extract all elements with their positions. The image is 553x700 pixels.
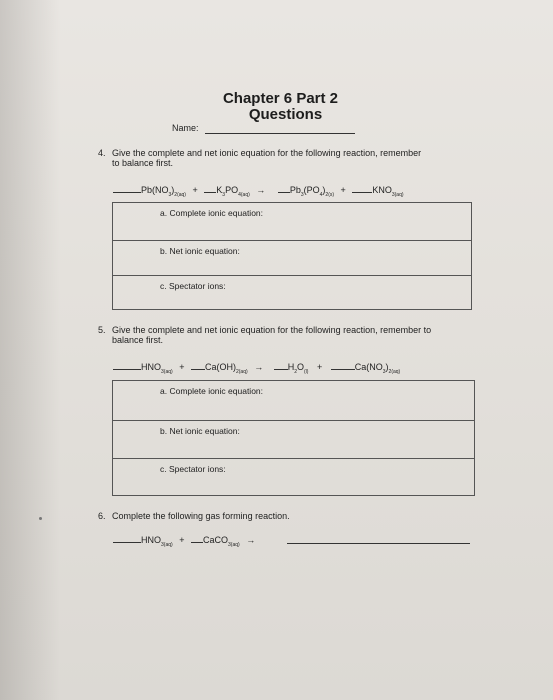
answer-row-complete[interactable] bbox=[113, 381, 474, 421]
page-title: Chapter 6 Part 2 bbox=[222, 90, 339, 107]
answer-table-4 bbox=[112, 202, 472, 310]
plus-sign: + bbox=[179, 362, 185, 372]
answer-row-net[interactable] bbox=[113, 421, 474, 459]
row-label: b. Net ionic equation: bbox=[160, 426, 240, 436]
reactant: CaCO$_{3(aq)}$ bbox=[202, 535, 240, 548]
coefficient-blank[interactable] bbox=[331, 361, 355, 370]
question-6 bbox=[98, 511, 290, 521]
answer-row-spectator[interactable] bbox=[113, 276, 471, 309]
question-5 bbox=[98, 325, 431, 345]
coefficient-blank[interactable] bbox=[191, 361, 205, 370]
products-answer-line[interactable] bbox=[287, 543, 470, 544]
question-text: to balance first. bbox=[112, 158, 174, 168]
product: $KNO_{3(aq)}$ bbox=[372, 185, 404, 198]
question-number: 4. bbox=[98, 148, 106, 158]
row-label: a. Complete ionic equation: bbox=[160, 386, 264, 396]
answer-row-complete[interactable] bbox=[113, 203, 471, 241]
coefficient-blank[interactable] bbox=[352, 184, 372, 193]
reactant: $K_3PO_{4(aq)}$ bbox=[216, 185, 250, 198]
name-field[interactable] bbox=[205, 133, 355, 134]
coefficient-blank[interactable] bbox=[113, 184, 141, 193]
question-text: Complete the following gas forming reaction. bbox=[112, 511, 290, 521]
question-number: 5. bbox=[98, 325, 106, 335]
arrow-icon: → bbox=[246, 535, 256, 545]
question-number: 6. bbox=[98, 511, 106, 521]
coefficient-blank[interactable] bbox=[274, 361, 288, 370]
question-text: balance first. bbox=[112, 335, 164, 345]
coefficient-blank[interactable] bbox=[191, 534, 203, 543]
plus-sign: + bbox=[340, 185, 346, 195]
equation-4 bbox=[113, 184, 404, 198]
row-label: a. Complete ionic equation: bbox=[160, 208, 264, 218]
reactant: $Ca(OH)_{2(aq)}$ bbox=[204, 362, 248, 375]
question-4 bbox=[98, 148, 421, 168]
coefficient-blank[interactable] bbox=[278, 184, 290, 193]
plus-sign: + bbox=[192, 185, 198, 195]
product: $Ca(NO_3)_{2(aq)}$ bbox=[354, 362, 401, 375]
reactant: $HNO_{3(aq)}$ bbox=[141, 362, 173, 375]
equation-6 bbox=[113, 534, 259, 548]
name-label: Name: bbox=[172, 123, 199, 133]
answer-row-net[interactable] bbox=[113, 241, 471, 276]
coefficient-blank[interactable] bbox=[113, 534, 141, 543]
product: $H_2O_{(l)}$ bbox=[287, 362, 309, 375]
row-label: b. Net ionic equation: bbox=[160, 246, 240, 256]
hole-punch-mark bbox=[39, 517, 42, 520]
arrow-icon: → bbox=[254, 362, 264, 372]
row-label: c. Spectator ions: bbox=[160, 464, 226, 474]
question-text: Give the complete and net ionic equation for the following reaction, remember to bbox=[112, 325, 432, 335]
equation-5 bbox=[113, 361, 400, 375]
product: $Pb_3(PO_4)_{2(s)}$ bbox=[289, 185, 335, 198]
page-subtitle: Questions bbox=[248, 106, 323, 123]
reactant: $Pb(NO_3)_{2(aq)}$ bbox=[141, 185, 186, 198]
coefficient-blank[interactable] bbox=[204, 184, 216, 193]
reactant: $HNO_{3(aq)}$ bbox=[141, 535, 173, 548]
arrow-icon: → bbox=[256, 185, 266, 195]
plus-sign: + bbox=[316, 362, 323, 372]
row-label: c. Spectator ions: bbox=[160, 281, 226, 291]
question-text: Give the complete and net ionic equation for the following reaction, remember bbox=[112, 148, 422, 158]
answer-row-spectator[interactable] bbox=[113, 459, 474, 495]
plus-sign: + bbox=[179, 535, 185, 545]
coefficient-blank[interactable] bbox=[113, 361, 141, 370]
answer-table-5 bbox=[112, 380, 475, 496]
